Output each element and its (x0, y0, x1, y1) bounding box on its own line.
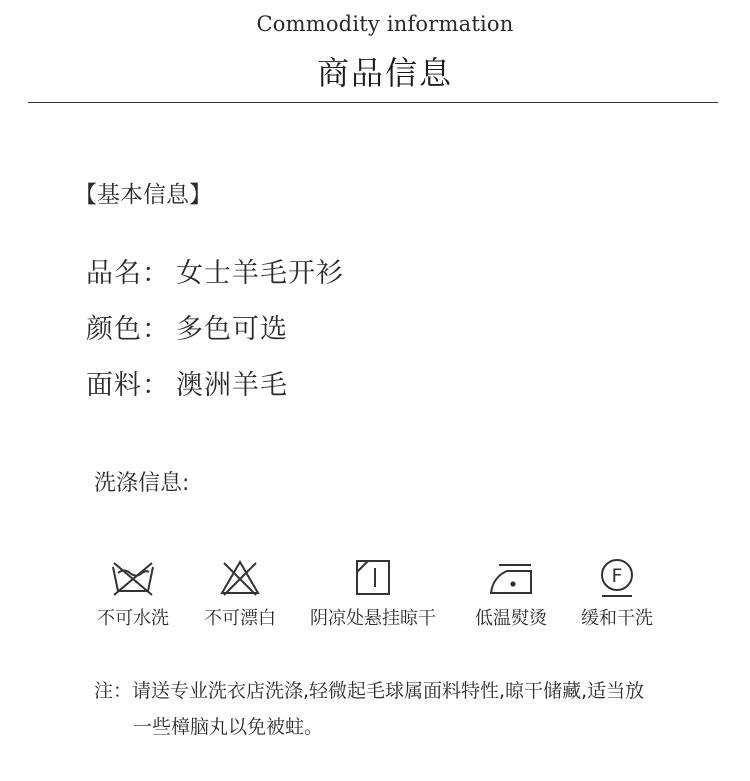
info-row-product-name (86, 251, 344, 290)
care-label: 阴凉处悬挂晾干 (310, 608, 436, 629)
info-row-fabric (86, 363, 288, 402)
low-temp-iron-icon (487, 557, 535, 599)
care-label: 低温熨烫 (475, 608, 547, 629)
dry-clean-letter: F (611, 565, 623, 587)
basic-info-heading: 【基本信息】 (74, 182, 212, 208)
info-row-color (86, 307, 288, 346)
care-item-dry-clean (542, 557, 692, 630)
info-value: 多色可选 (176, 314, 288, 345)
info-key: 颜色： (86, 314, 170, 345)
header-divider (28, 102, 718, 103)
info-value: 女士羊毛开衫 (176, 258, 344, 289)
info-key: 品名： (86, 258, 170, 289)
care-item-drip-dry-shade (298, 557, 448, 630)
care-label: 不可漂白 (204, 608, 276, 629)
title-chinese: 商品信息 (316, 54, 453, 92)
info-value: 澳洲羊毛 (176, 370, 288, 401)
care-item-no-bleach (165, 557, 315, 630)
washing-info-heading: 洗涤信息: (94, 471, 190, 496)
no-bleach-icon (216, 557, 264, 599)
care-note-line-1: 注：请送专业洗衣店洗涤,轻微起毛球属面料特性,晾干储藏,适当放 (94, 680, 645, 702)
info-key: 面料： (86, 370, 170, 401)
care-label: 不可水洗 (97, 608, 169, 629)
care-note-line-2: 一些樟脑丸以免被蛀。 (133, 716, 324, 738)
no-wash-icon (109, 557, 157, 599)
care-label: 缓和干洗 (581, 608, 653, 629)
title-english: Commodity information (256, 12, 514, 36)
dry-clean-f-icon (593, 557, 641, 599)
drip-dry-shade-icon (349, 557, 397, 599)
